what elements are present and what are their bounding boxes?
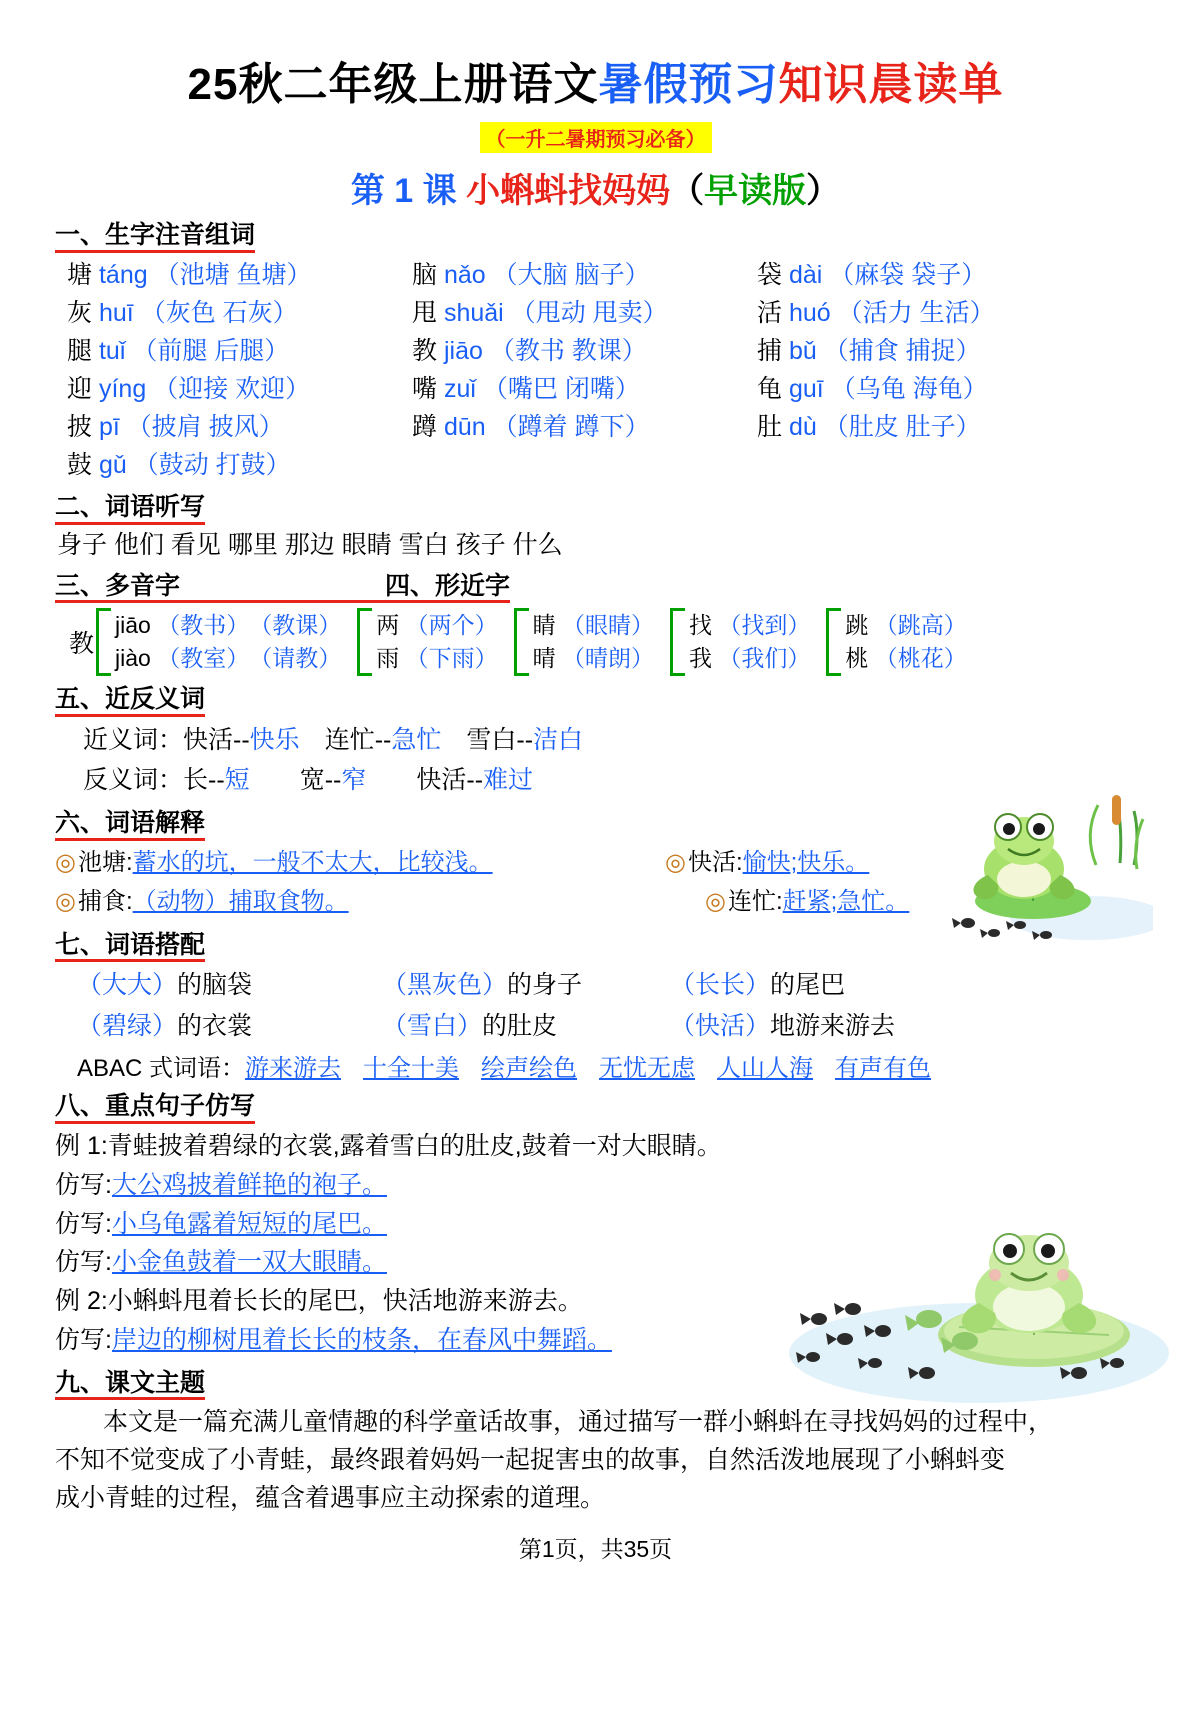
- collocation-item: [670, 965, 845, 1006]
- collocation-noun: 地游来游去: [770, 1011, 896, 1040]
- lesson-number: 第 1 课: [350, 172, 457, 210]
- sentence-text: 小金鱼鼓着一双大眼睛。: [111, 1248, 387, 1277]
- xingjinzi-word: （下雨）: [405, 644, 498, 671]
- subtitle-wrap: [55, 122, 1136, 153]
- vocab-item: [757, 332, 1136, 370]
- explanation-word: 捕食:: [77, 887, 133, 915]
- collocation-noun: 的衣裳: [177, 1011, 253, 1040]
- xingjinzi-char: 两: [376, 612, 400, 639]
- collocation-modifier: （黑灰色）: [382, 971, 508, 1000]
- xingjinzi-group: [357, 608, 497, 676]
- section-heading-8: 八、重点句子仿写: [55, 1092, 255, 1124]
- vocab-pinyin: huī: [98, 298, 134, 327]
- xingjinzi-group: [514, 608, 654, 676]
- document-page: [0, 48, 1191, 1731]
- vocab-words: （甩动 甩卖）: [510, 298, 668, 327]
- section-heading-2: 二、词语听写: [55, 493, 205, 525]
- bullet-icon: ◎: [55, 887, 76, 915]
- vocab-words: （灰色 石灰）: [140, 298, 298, 327]
- section-heading-3: 三、多音字: [55, 572, 385, 604]
- vocab-pinyin: tuǐ: [98, 336, 126, 365]
- vocab-item: [412, 370, 757, 408]
- vocab-words: （鼓动 打鼓）: [133, 450, 291, 479]
- collocation-item: [382, 1006, 670, 1047]
- duoyinzi-word: （教室）: [157, 644, 238, 671]
- explanation-word: 池塘:: [77, 848, 133, 876]
- sentence-text: 青蛙披着碧绿的衣裳,露着雪白的肚皮,鼓着一对大眼睛。: [107, 1132, 722, 1160]
- theme-line: 本文是一篇充满儿童情趣的科学童话故事，通过描写一群小蝌蚪在寻找妈妈的过程中，: [103, 1408, 1054, 1437]
- xingjinzi-row: [376, 611, 497, 640]
- vocab-pinyin: dūn: [443, 412, 486, 441]
- vocab-item: [412, 256, 757, 294]
- duoyinzi-char: 教: [69, 630, 95, 659]
- vocab-item: [67, 294, 412, 332]
- abac-word: 游来游去: [245, 1055, 342, 1083]
- vocab-char: 教: [412, 336, 438, 365]
- sentence-label: 例 1:: [55, 1132, 108, 1160]
- vocab-char: 迎: [67, 374, 93, 403]
- brace-icon: [670, 608, 685, 676]
- vocab-pinyin: yíng: [98, 374, 147, 403]
- section-heading-7: 七、词语搭配: [55, 931, 205, 963]
- dictation-words: 身子 他们 看见 哪里 那边 眼睛 雪白 孩子 什么: [57, 530, 563, 559]
- xingjinzi-group: [670, 608, 810, 676]
- vocab-pinyin: dài: [788, 260, 823, 289]
- xingjinzi-word: （眼睛）: [562, 612, 654, 639]
- duoyinzi-pinyin: jiào: [115, 644, 151, 671]
- xingjinzi-word: （两个）: [405, 612, 498, 639]
- xingjinzi-char: 桃: [845, 644, 869, 671]
- xingjinzi-row: [376, 644, 497, 673]
- vocab-item: [757, 256, 1136, 294]
- vocab-pinyin: táng: [98, 260, 148, 289]
- collocation-item: [382, 965, 670, 1006]
- vocab-pinyin: dù: [788, 412, 817, 441]
- page-title: [55, 48, 1136, 112]
- collocation-modifier: （长长）: [670, 971, 771, 1000]
- vocab-words: （肚皮 肚子）: [823, 412, 981, 441]
- vocab-item: [67, 370, 412, 408]
- vocab-pinyin: nǎo: [443, 260, 486, 289]
- brace-icon: [357, 608, 372, 676]
- synonym-a: 连忙--: [324, 726, 392, 754]
- collocation-modifier: （快活）: [670, 1011, 771, 1040]
- vocab-words: （披肩 披风）: [126, 412, 284, 441]
- xingjinzi-word: （晴朗）: [562, 644, 654, 671]
- vocab-char: 蹲: [412, 412, 438, 441]
- collocation-noun: 的肚皮: [482, 1011, 558, 1040]
- lesson-name: 小蝌蚪找妈妈: [466, 172, 671, 210]
- xingjinzi-char: 跳: [845, 612, 869, 639]
- xingjinzi-rows: [689, 611, 810, 673]
- vocab-words: （教书 教课）: [489, 336, 647, 365]
- vocab-words: （迎接 欢迎）: [153, 374, 311, 403]
- sentence-label: 仿写:: [55, 1325, 112, 1354]
- bullet-icon: ◎: [665, 848, 686, 876]
- xingjinzi-row: [845, 611, 966, 640]
- vocab-words: （捕食 捕捉）: [823, 336, 981, 365]
- bullet-icon: ◎: [705, 887, 726, 915]
- page-footer: 第1页，共35页: [518, 1536, 673, 1563]
- vocab-char: 甩: [412, 298, 438, 327]
- synonym-a: 快活--: [183, 726, 250, 754]
- vocab-char: 嘴: [412, 374, 438, 403]
- subtitle-badge: （一升二暑期预习必备）: [480, 122, 712, 153]
- vocab-words: （麻袋 袋子）: [829, 260, 987, 289]
- xingjinzi-row: [845, 644, 966, 673]
- abac-label: ABAC 式词语：: [77, 1055, 246, 1083]
- section-heading-1: 一、生字注音组词: [55, 221, 255, 253]
- explanation-item: [705, 883, 909, 922]
- vocab-char: 塘: [67, 260, 93, 289]
- section-heading-row-3-4: [55, 563, 1136, 607]
- collocation-item: [77, 1006, 382, 1047]
- sentence-text: 大公鸡披着鲜艳的袍子。: [111, 1170, 387, 1199]
- vocab-words: （蹲着 蹲下）: [492, 412, 650, 441]
- collocation-item: [77, 965, 382, 1006]
- title-part-1: 25秋二年级上册语文: [187, 60, 599, 109]
- synonym-b: 急忙: [391, 726, 442, 754]
- vocab-grid: [55, 256, 1136, 484]
- antonym-b: 窄: [341, 766, 367, 794]
- vocab-item: [67, 446, 412, 484]
- xingjinzi-rows: [845, 611, 966, 673]
- sentence-row: [55, 1127, 1136, 1166]
- vocab-char: 脑: [412, 260, 438, 289]
- vocab-char: 灰: [67, 298, 93, 327]
- vocab-char: 龟: [757, 374, 783, 403]
- duoyin-xingjin-wrap: [55, 608, 1136, 676]
- vocab-words: （嘴巴 闭嘴）: [482, 374, 640, 403]
- xingjinzi-word: （桃花）: [874, 644, 967, 671]
- abac-row: [55, 1048, 1136, 1083]
- vocab-pinyin: gǔ: [98, 450, 127, 479]
- bullet-icon: ◎: [55, 848, 76, 876]
- xingjinzi-row: [533, 611, 654, 640]
- explanation-meaning: （动物）捕取食物。: [132, 887, 349, 915]
- duoyinzi-rows: [115, 611, 341, 673]
- xingjinzi-rows: [533, 611, 654, 673]
- abac-word: 十全十美: [363, 1055, 460, 1083]
- collocation-modifier: （碧绿）: [77, 1011, 178, 1040]
- title-part-2: 暑假预习: [598, 60, 779, 109]
- explanation-meaning: 愉快;快乐。: [742, 848, 870, 876]
- duoyinzi-row: [115, 611, 341, 640]
- synonyms-label: 近义词：: [83, 726, 184, 754]
- brace-icon: [826, 608, 841, 676]
- title-part-3: 知识晨读单: [778, 60, 1004, 109]
- abac-word: 有声有色: [835, 1055, 932, 1083]
- vocab-item: [757, 294, 1136, 332]
- vocab-item: [757, 370, 1136, 408]
- sentence-label: 仿写:: [55, 1170, 112, 1199]
- vocab-char: 捕: [757, 336, 783, 365]
- xingjinzi-char: 我: [689, 644, 712, 671]
- vocab-char: 袋: [757, 260, 783, 289]
- vocab-item: [412, 408, 757, 446]
- vocab-char: 活: [757, 298, 783, 327]
- explanation-meaning: 赶紧;急忙。: [782, 887, 910, 915]
- section-heading-5: 五、近反义词: [55, 685, 205, 717]
- antonym-a: 长--: [183, 766, 225, 794]
- vocab-char: 腿: [67, 336, 93, 365]
- vocab-item: [67, 408, 412, 446]
- collocation-row: [77, 1006, 1136, 1047]
- duoyinzi-row: [115, 644, 341, 673]
- collocation-noun: 的尾巴: [770, 971, 846, 1000]
- vocab-pinyin: zuǐ: [443, 374, 476, 403]
- synonym-b: 洁白: [533, 726, 584, 754]
- collocation-modifier: （雪白）: [382, 1011, 483, 1040]
- xingjinzi-char: 睛: [532, 612, 556, 639]
- xingjinzi-char: 晴: [532, 644, 556, 671]
- duoyinzi-pinyin: jiāo: [115, 612, 151, 639]
- theme-line: 成小青蛙的过程，蕴含着遇事应主动探索的道理。: [55, 1484, 606, 1513]
- lesson-tag-right: ）: [806, 172, 841, 210]
- explanation-word: 快活:: [687, 848, 743, 876]
- xingjinzi-group: [826, 608, 966, 676]
- sentence-label: 仿写:: [55, 1248, 112, 1277]
- frog-illustration-2: [779, 1223, 1169, 1408]
- vocab-pinyin: jiāo: [443, 336, 483, 365]
- xingjinzi-word: （跳高）: [874, 612, 967, 639]
- sentence-text: 岸边的柳树甩着长长的枝条，在春风中舞蹈。: [111, 1325, 612, 1354]
- vocab-words: （池塘 鱼塘）: [154, 260, 312, 289]
- collocation-noun: 的身子: [507, 971, 583, 1000]
- explanation-item: [55, 883, 665, 922]
- vocab-pinyin: guī: [788, 374, 824, 403]
- vocab-item: [67, 332, 412, 370]
- xingjinzi-row: [689, 644, 810, 673]
- section-heading-9: 九、课文主题: [55, 1369, 205, 1401]
- section-heading-4: 四、形近字: [385, 572, 510, 604]
- sentence-text: 小乌龟露着短短的尾巴。: [111, 1209, 387, 1238]
- vocab-words: （大脑 脑子）: [492, 260, 650, 289]
- theme-line: 不知不觉变成了小青蛙，最终跟着妈妈一起捉害虫的故事，自然活泼地展现了小蝌蚪变: [55, 1446, 1006, 1475]
- xingjinzi-row: [689, 611, 810, 640]
- abac-word: 无忧无虑: [599, 1055, 696, 1083]
- explanation-meaning: 蓄水的坑，一般不太大，比较浅。: [132, 848, 493, 876]
- xingjinzi-word: （我们）: [718, 644, 811, 671]
- xingjinzi-char: 雨: [376, 644, 400, 671]
- sentence-label: 例 2:: [55, 1287, 108, 1315]
- vocab-char: 肚: [757, 412, 783, 441]
- collocation-modifier: （大大）: [77, 971, 178, 1000]
- sentence-row: [55, 1166, 1136, 1205]
- vocab-item: [757, 408, 1136, 446]
- vocab-item: [67, 256, 412, 294]
- vocab-words: （乌龟 海龟）: [830, 374, 988, 403]
- synonym-a: 雪白--: [466, 726, 534, 754]
- vocab-pinyin: shuǎi: [443, 298, 504, 327]
- vocab-char: 披: [67, 412, 93, 441]
- xingjinzi-row: [533, 644, 654, 673]
- vocab-item: [412, 332, 757, 370]
- vocab-pinyin: pī: [98, 412, 120, 441]
- sentence-label: 仿写:: [55, 1209, 112, 1238]
- xingjinzi-char: 找: [689, 612, 712, 639]
- collocation-row: [77, 965, 1136, 1006]
- antonyms-label: 反义词：: [83, 766, 184, 794]
- vocab-item: [412, 294, 757, 332]
- vocab-words: （前腿 后腿）: [132, 336, 290, 365]
- antonym-a: 快活--: [416, 766, 484, 794]
- vocab-pinyin: bǔ: [788, 336, 817, 365]
- vocab-words: （活力 生活）: [837, 298, 995, 327]
- explanation-item: [55, 844, 665, 883]
- frog-illustration-1: [938, 783, 1153, 948]
- abac-word: 绘声绘色: [481, 1055, 578, 1083]
- lesson-heading: [55, 163, 1136, 212]
- duoyinzi-group: [69, 608, 341, 676]
- explanation-word: 连忙:: [727, 887, 783, 915]
- duoyinzi-word: （请教）: [260, 644, 342, 671]
- section-heading-6: 六、词语解释: [55, 809, 205, 841]
- antonym-a: 宽--: [299, 766, 342, 794]
- lesson-tag: 早读版: [704, 172, 807, 210]
- vocab-char: 鼓: [67, 450, 93, 479]
- vocab-pinyin: huó: [788, 298, 831, 327]
- xingjinzi-rows: [376, 611, 497, 673]
- antonym-b: 难过: [483, 766, 534, 794]
- synonym-b: 快乐: [249, 726, 300, 754]
- brace-icon: [96, 608, 111, 676]
- theme-text: [55, 1403, 1136, 1517]
- duoyinzi-word: （教书）: [157, 612, 238, 639]
- lesson-tag-left: （: [670, 172, 705, 210]
- collocation-noun: 的脑袋: [177, 971, 253, 1000]
- antonym-b: 短: [224, 766, 250, 794]
- synonyms-row: [83, 720, 1136, 760]
- sentence-text: 小蝌蚪甩着长长的尾巴，快活地游来游去。: [107, 1287, 583, 1315]
- xingjinzi-word: （找到）: [718, 612, 811, 639]
- collocations: [55, 965, 1136, 1046]
- duoyinzi-word: （教课）: [260, 612, 342, 639]
- collocation-item: [670, 1006, 895, 1047]
- brace-icon: [514, 608, 529, 676]
- abac-word: 人山人海: [717, 1055, 814, 1083]
- explanation-item: [665, 844, 869, 883]
